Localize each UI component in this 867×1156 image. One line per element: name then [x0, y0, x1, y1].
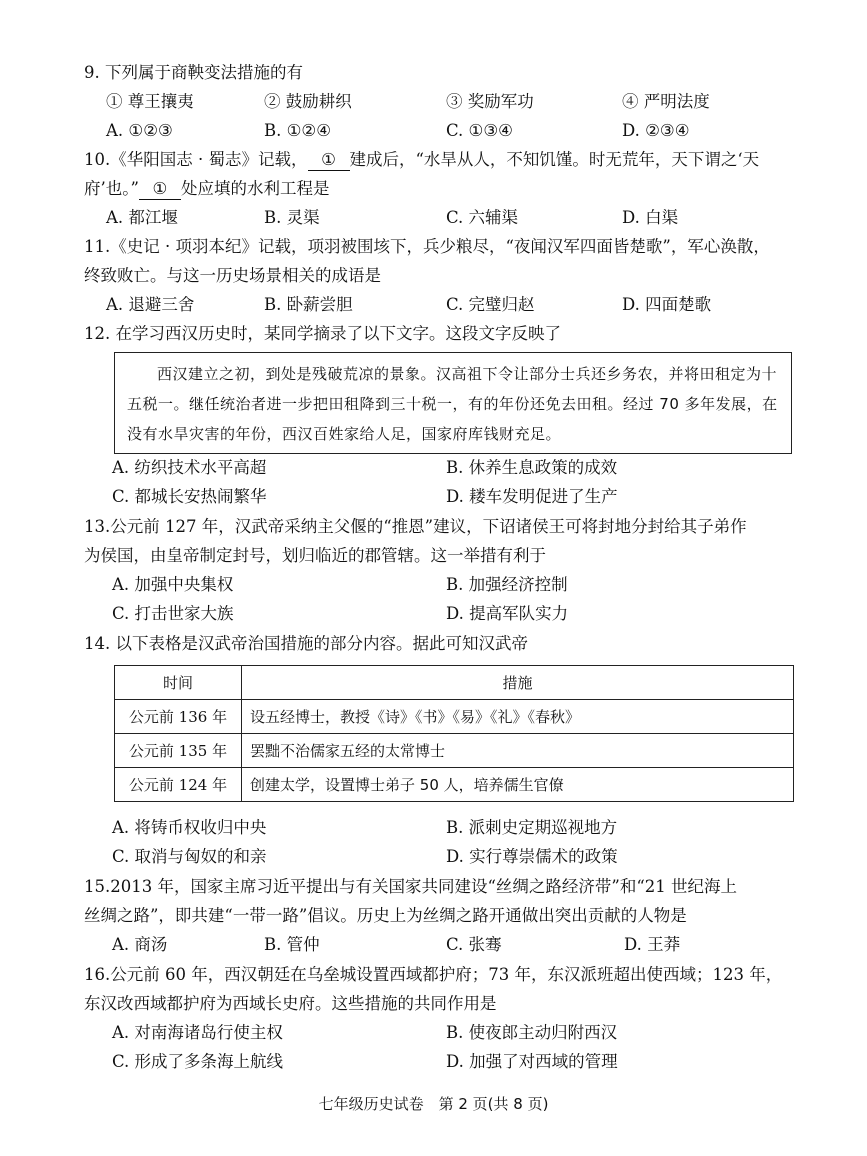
question-number: 10. [84, 150, 111, 169]
question-stem [84, 319, 804, 348]
stem-line: 以下表格是汉武帝治国措施的部分内容。据此可知汉武帝 [115, 634, 528, 653]
question-number: 13. [84, 517, 111, 536]
item: ④ 严明法度 [622, 92, 710, 111]
option-b: B. 管仲 [264, 935, 320, 954]
stem-line: 丝绸之路”，即共建“一带一路”倡议。历史上为丝绸之路开通做出突出贡献的人物是 [84, 906, 687, 925]
page-footer: 七年级历史试卷 第 2 页(共 8 页) [318, 1095, 549, 1113]
option-d: D. 实行尊崇儒术的政策 [446, 847, 618, 866]
stem-line: 2013 年，国家主席习近平提出与有关国家共同建设“丝绸之路经济带”和“21 世纪海上 [110, 877, 738, 896]
question-stem [84, 261, 804, 290]
option-a: A. 纺织技术水平高超 [112, 458, 267, 477]
question-15 [84, 872, 804, 959]
table-cell: 罢黜不治儒家五经的太常博士 [242, 734, 794, 768]
question-number: 12. [84, 324, 111, 343]
question-stem [84, 872, 804, 901]
question-11 [84, 232, 804, 319]
item: ① 尊王攘夷 [106, 92, 194, 111]
option-row [84, 482, 804, 511]
question-stem [84, 989, 804, 1018]
question-stem [84, 232, 804, 261]
table-cell: 公元前 135 年 [115, 734, 242, 768]
question-12-options [84, 453, 804, 511]
stem-part: 府’也。” [84, 179, 139, 198]
option-a: A. 商汤 [112, 935, 168, 954]
option-c: C. 形成了多条海上航线 [112, 1052, 284, 1071]
option-b: B. 使夜郎主动归附西汉 [446, 1023, 618, 1042]
option-row [84, 1018, 804, 1047]
option-d: D. ②③④ [622, 121, 690, 140]
stem-line: 为侯国，由皇帝制定封号，划归临近的郡管辖。这一举措有利于 [84, 546, 546, 565]
option-row [84, 1047, 804, 1076]
option-d: D. 耧车发明促进了生产 [446, 487, 618, 506]
option-c: C. ①③④ [446, 121, 513, 140]
option-d: D. 提高军队实力 [446, 604, 569, 623]
option-c: C. 打击世家大族 [112, 604, 234, 623]
answer-blank: ① [308, 150, 350, 171]
item: ② 鼓励耕织 [264, 92, 352, 111]
stem-line: 公元前 127 年，汉武帝采纳主父偃的“推恩”建议，下诏诸侯王可将封地分封给其子弟作 [110, 517, 747, 536]
table-header-row [115, 666, 794, 700]
option-a: A. 加强中央集权 [112, 575, 234, 594]
question-number: 16. [84, 965, 111, 984]
option-a: A. 退避三舍 [106, 295, 195, 314]
table-cell: 公元前 136 年 [115, 700, 242, 734]
item-row [84, 87, 804, 116]
option-row [84, 116, 804, 145]
answer-blank: ① [139, 179, 181, 200]
option-c: C. 完璧归赵 [446, 295, 535, 314]
option-row [84, 930, 804, 959]
option-c: C. 六辅渠 [446, 208, 519, 227]
stem-line: 东汉改西域都护府为西域长史府。这些措施的共同作用是 [84, 994, 497, 1013]
option-b: B. 灵渠 [264, 208, 320, 227]
question-10 [84, 145, 804, 232]
question-stem [84, 145, 804, 174]
question-stem [84, 58, 804, 87]
option-row [84, 813, 804, 842]
table-row [115, 700, 794, 734]
option-row [84, 842, 804, 871]
option-a: A. 都江堰 [106, 208, 178, 227]
option-c: C. 取消与匈奴的和亲 [112, 847, 267, 866]
table-row [115, 734, 794, 768]
stem-line: 公元前 60 年，西汉朝廷在乌垒城设置西域都护府；73 年，东汉派班超出使西域；123 年， [110, 965, 783, 984]
table-cell: 公元前 124 年 [115, 768, 242, 802]
option-a: A. ①②③ [106, 121, 173, 140]
stem-line: 在学习西汉历史时，某同学摘录了以下文字。这段文字反映了 [115, 324, 561, 343]
question-number: 9. [84, 63, 100, 82]
question-stem [84, 512, 804, 541]
option-row [84, 570, 804, 599]
option-b: B. ①②④ [264, 121, 331, 140]
question-stem [84, 901, 804, 930]
stem-part: 《华阳国志 · 蜀志》记载， [110, 150, 308, 169]
option-b: B. 卧薪尝胆 [264, 295, 353, 314]
stem-part: 处应填的水利工程是 [180, 179, 330, 198]
option-c: C. 都城长安热闹繁华 [112, 487, 267, 506]
question-14-options [84, 813, 804, 871]
stem-line: 终致败亡。与这一历史场景相关的成语是 [84, 266, 381, 285]
question-13 [84, 512, 804, 628]
question-stem [84, 174, 804, 203]
option-row [84, 453, 804, 482]
option-b: B. 休养生息政策的成效 [446, 458, 618, 477]
table-row [115, 768, 794, 802]
measures-table [114, 665, 794, 802]
question-9 [84, 58, 804, 145]
option-d: D. 王莽 [624, 935, 681, 954]
question-number: 14. [84, 634, 111, 653]
stem-part: 建成后，“水旱从人，不知饥馑。时无荒年，天下谓之‘天 [349, 150, 760, 169]
option-a: A. 对南海诸岛行使主权 [112, 1023, 283, 1042]
question-12 [84, 319, 804, 348]
option-d: D. 加强了对西域的管理 [446, 1052, 618, 1071]
question-number: 15. [84, 877, 111, 896]
question-14 [84, 629, 804, 658]
table-cell: 创建太学，设置博士弟子 50 人，培养儒生官僚 [242, 768, 794, 802]
material-text: 西汉建立之初，到处是残破荒凉的景象。汉高祖下令让部分士兵还乡务农，并将田租定为十五税一。继任统治者进一步把田租降到三十税一，有的年份还免去田租。经过 70 多年发展，在没有水旱灾害的年份，西汉百姓家给人足，国家府库钱财充足。 [127, 365, 778, 443]
option-d: D. 四面楚歌 [622, 295, 712, 314]
option-a: A. 将铸币权收归中央 [112, 818, 267, 837]
table-header: 时间 [115, 666, 242, 700]
stem-line: 下列属于商鞅变法措施的有 [105, 63, 303, 82]
question-number: 11. [84, 237, 111, 256]
question-stem [84, 629, 804, 658]
option-row [84, 203, 804, 232]
option-d: D. 白渠 [622, 208, 679, 227]
material-box [114, 352, 792, 454]
question-stem [84, 541, 804, 570]
stem-line: 《史记 · 项羽本纪》记载，项羽被围垓下，兵少粮尽，“夜闻汉军四面皆楚歌”，军心涣散， [110, 237, 770, 256]
option-row [84, 290, 804, 319]
item: ③ 奖励军功 [446, 92, 534, 111]
option-c: C. 张骞 [446, 935, 502, 954]
question-16 [84, 960, 804, 1076]
table-cell: 设五经博士，教授《诗》《书》《易》《礼》《春秋》 [242, 700, 794, 734]
option-b: B. 派刺史定期巡视地方 [446, 818, 618, 837]
question-stem [84, 960, 804, 989]
option-b: B. 加强经济控制 [446, 575, 568, 594]
option-row [84, 599, 804, 628]
table-header: 措施 [242, 666, 794, 700]
